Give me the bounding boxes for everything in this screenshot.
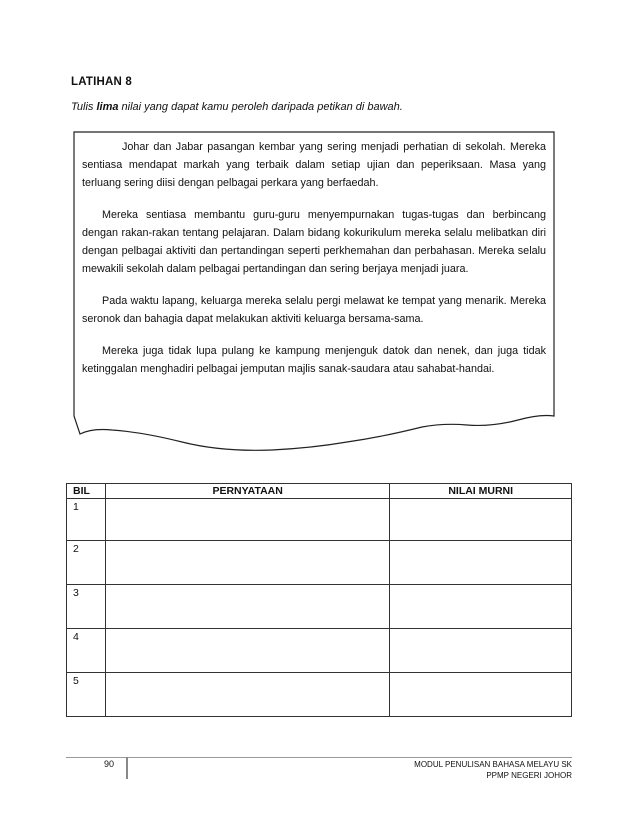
table-row — [67, 499, 572, 541]
row-number: 3 — [67, 585, 106, 629]
instruction — [71, 101, 403, 113]
table-row — [67, 673, 572, 717]
row-number: 5 — [67, 673, 106, 717]
row-number: 1 — [67, 499, 106, 541]
page-number: 90 — [104, 759, 115, 769]
answer-table — [66, 483, 572, 717]
header-bil: BIL — [67, 484, 106, 499]
header-nilai-murni: NILAI MURNI — [390, 484, 572, 499]
footer-divider — [66, 757, 572, 758]
passage-paragraph-3: Pada waktu lapang, keluarga mereka selalu pergi melawat ke tempat yang menarik. Mereka seronok dan bahagia dapat melakukan aktiviti keluarga bersama-sama. — [82, 295, 546, 325]
nilai-murni-cell[interactable] — [390, 541, 572, 585]
nilai-murni-cell[interactable] — [390, 585, 572, 629]
exercise-title: LATIHAN 8 — [71, 76, 133, 88]
nilai-murni-cell[interactable] — [390, 629, 572, 673]
instruction-bold-word: lima — [96, 101, 119, 113]
footer-module-info — [414, 759, 572, 781]
table-row — [67, 585, 572, 629]
table-row — [67, 629, 572, 673]
pernyataan-cell[interactable] — [105, 673, 389, 717]
pernyataan-cell[interactable] — [105, 629, 389, 673]
instruction-text-after: nilai yang dapat kamu peroleh daripada petikan di bawah. — [118, 101, 403, 113]
row-number: 2 — [67, 541, 106, 585]
passage-text — [82, 138, 546, 392]
footer-module-line-2: PPMP NEGERI JOHOR — [486, 771, 572, 780]
nilai-murni-cell[interactable] — [390, 673, 572, 717]
passage-scroll-box — [72, 130, 556, 456]
pernyataan-cell[interactable] — [105, 541, 389, 585]
instruction-text-before: Tulis — [71, 101, 97, 113]
footer-vertical-divider — [126, 757, 128, 779]
passage-paragraph-2: Mereka sentiasa membantu guru-guru menyempurnakan tugas-tugas dan berbincang dengan rakan-rakan tentang pelajaran. Dalam bidang kokurikulum mereka selalu melibatkan diri dengan pelbagai aktiviti dan pertandingan seperti perkhemahan dan perbahasan. Mereka selalu mewakili sekolah dalam pelbagai pertandingan dan sering berjaya menjadi juara. — [82, 209, 546, 275]
footer-module-line-1: MODUL PENULISAN BAHASA MELAYU SK — [414, 760, 572, 769]
header-pernyataan: PERNYATAAN — [105, 484, 389, 499]
row-number: 4 — [67, 629, 106, 673]
pernyataan-cell[interactable] — [105, 499, 389, 541]
table-row — [67, 541, 572, 585]
passage-paragraph-4: Mereka juga tidak lupa pulang ke kampung menjenguk datok dan nenek, dan juga tidak ketinggalan menghadiri pelbagai jemputan majlis sanak-saudara atau sahabat-handai. — [82, 345, 546, 375]
pernyataan-cell[interactable] — [105, 585, 389, 629]
passage-paragraph-1: Johar dan Jabar pasangan kembar yang sering menjadi perhatian di sekolah. Mereka sentiasa mendapat markah yang terbaik dalam setiap ujian dan peperiksaan. Masa yang terluang sering diisi dengan pelbagai perkara yang berfaedah. — [82, 141, 546, 189]
nilai-murni-cell[interactable] — [390, 499, 572, 541]
answer-table-header — [67, 484, 572, 499]
